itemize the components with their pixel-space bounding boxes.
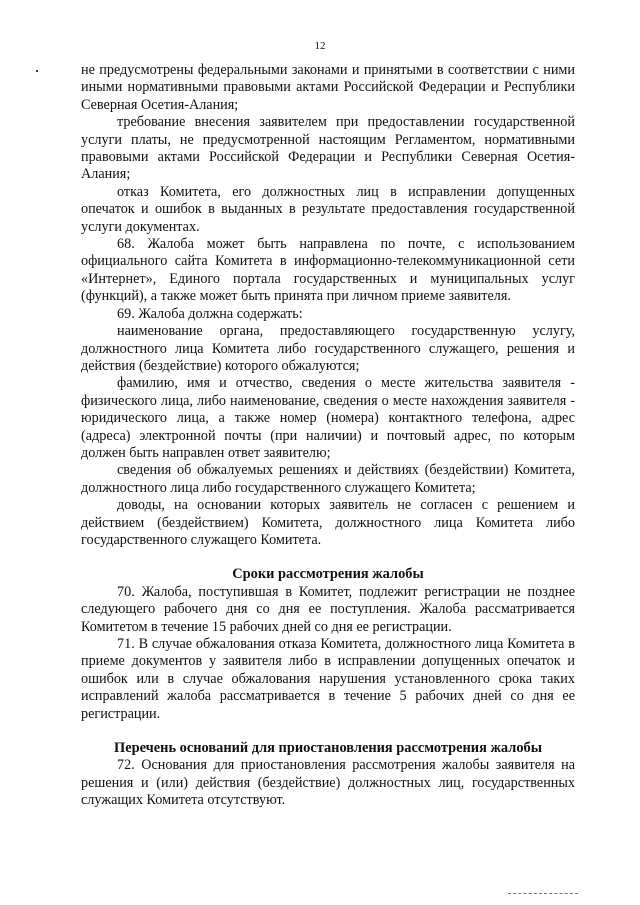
margin-mark [36, 70, 38, 72]
paragraph: требование внесения заявителем при предоставлении государственной услуги платы, не предусмотренной настоящим Регламентом, нормативными правовыми актами Российской Федерации и Республики Северная Осетия-Алания; [81, 114, 575, 183]
section-heading: Сроки рассмотрения жалобы [232, 566, 424, 583]
section-heading: Перечень оснований для приостановления рассмотрения жалобы [114, 740, 542, 757]
paragraph: 70. Жалоба, поступившая в Комитет, подлежит регистрации не позднее следующего рабочего дня со дня ее поступления. Жалоба рассматривается Комитетом в течение 15 рабочих дней со дня ее регистрации. [81, 583, 575, 635]
page-number: 12 [314, 40, 326, 52]
paragraph: не предусмотрены федеральными законами и принятыми в соответствии с ними иными нормативными правовыми актами Российской Федерации и Республики Северная Осетия-Алания; [81, 62, 575, 113]
paragraph: 72. Основания для приостановления рассмотрения жалобы заявителя на решения и (или) действия (бездействие) должностных лиц, государственных служащих Комитета отсутствуют. [81, 757, 575, 809]
paragraph: сведения об обжалуемых решениях и действиях (бездействии) Комитета, должностного лица либо государственного служащего Комитета; [81, 462, 575, 496]
paragraph: отказ Комитета, его должностных лиц в исправлении допущенных опечаток и ошибок в выданных в результате предоставления государственной услуги документах. [81, 183, 575, 235]
paragraph: 68. Жалоба может быть направлена по почте, с использованием официального сайта Комитета в информационно-телекоммуникационной сети «Интернет», Единого портала государственных и муниципальных услуг (функций), а также может быть принята при личном приеме заявителя. [81, 236, 575, 305]
paragraph: наименование органа, предоставляющего государственную услугу, должностного лица Комитета либо государственного служащего, решения и действия (бездействие) которого обжалуются; [81, 323, 575, 374]
paragraph: 69. Жалоба должна содержать: [117, 305, 303, 322]
paragraph: 71. В случае обжалования отказа Комитета, должностного лица Комитета в приеме документов у заявителя либо в исправлении допущенных опечаток и ошибок или в случае обжалования нарушения установленного срока таких исправлений жалоба рассматривается в течение 5 рабочих дней со дня ее регистрации. [81, 636, 575, 722]
paragraph: фамилию, имя и отчество, сведения о месте жительства заявителя - физического лица, либо наименование, сведения о месте нахождения заявителя - юридического лица, а также номер (номера) контактного телефона, адрес (адреса) электронной почты (при наличии) и почтовый адрес, по которым должен быть направлен ответ заявителю; [81, 375, 575, 461]
footer-mark [508, 893, 578, 894]
document-body [81, 62, 575, 810]
paragraph: доводы, на основании которых заявитель не согласен с решением и действием (бездействием) Комитета, должностного лица Комитета либо государственного служащего Комитета. [81, 497, 575, 548]
